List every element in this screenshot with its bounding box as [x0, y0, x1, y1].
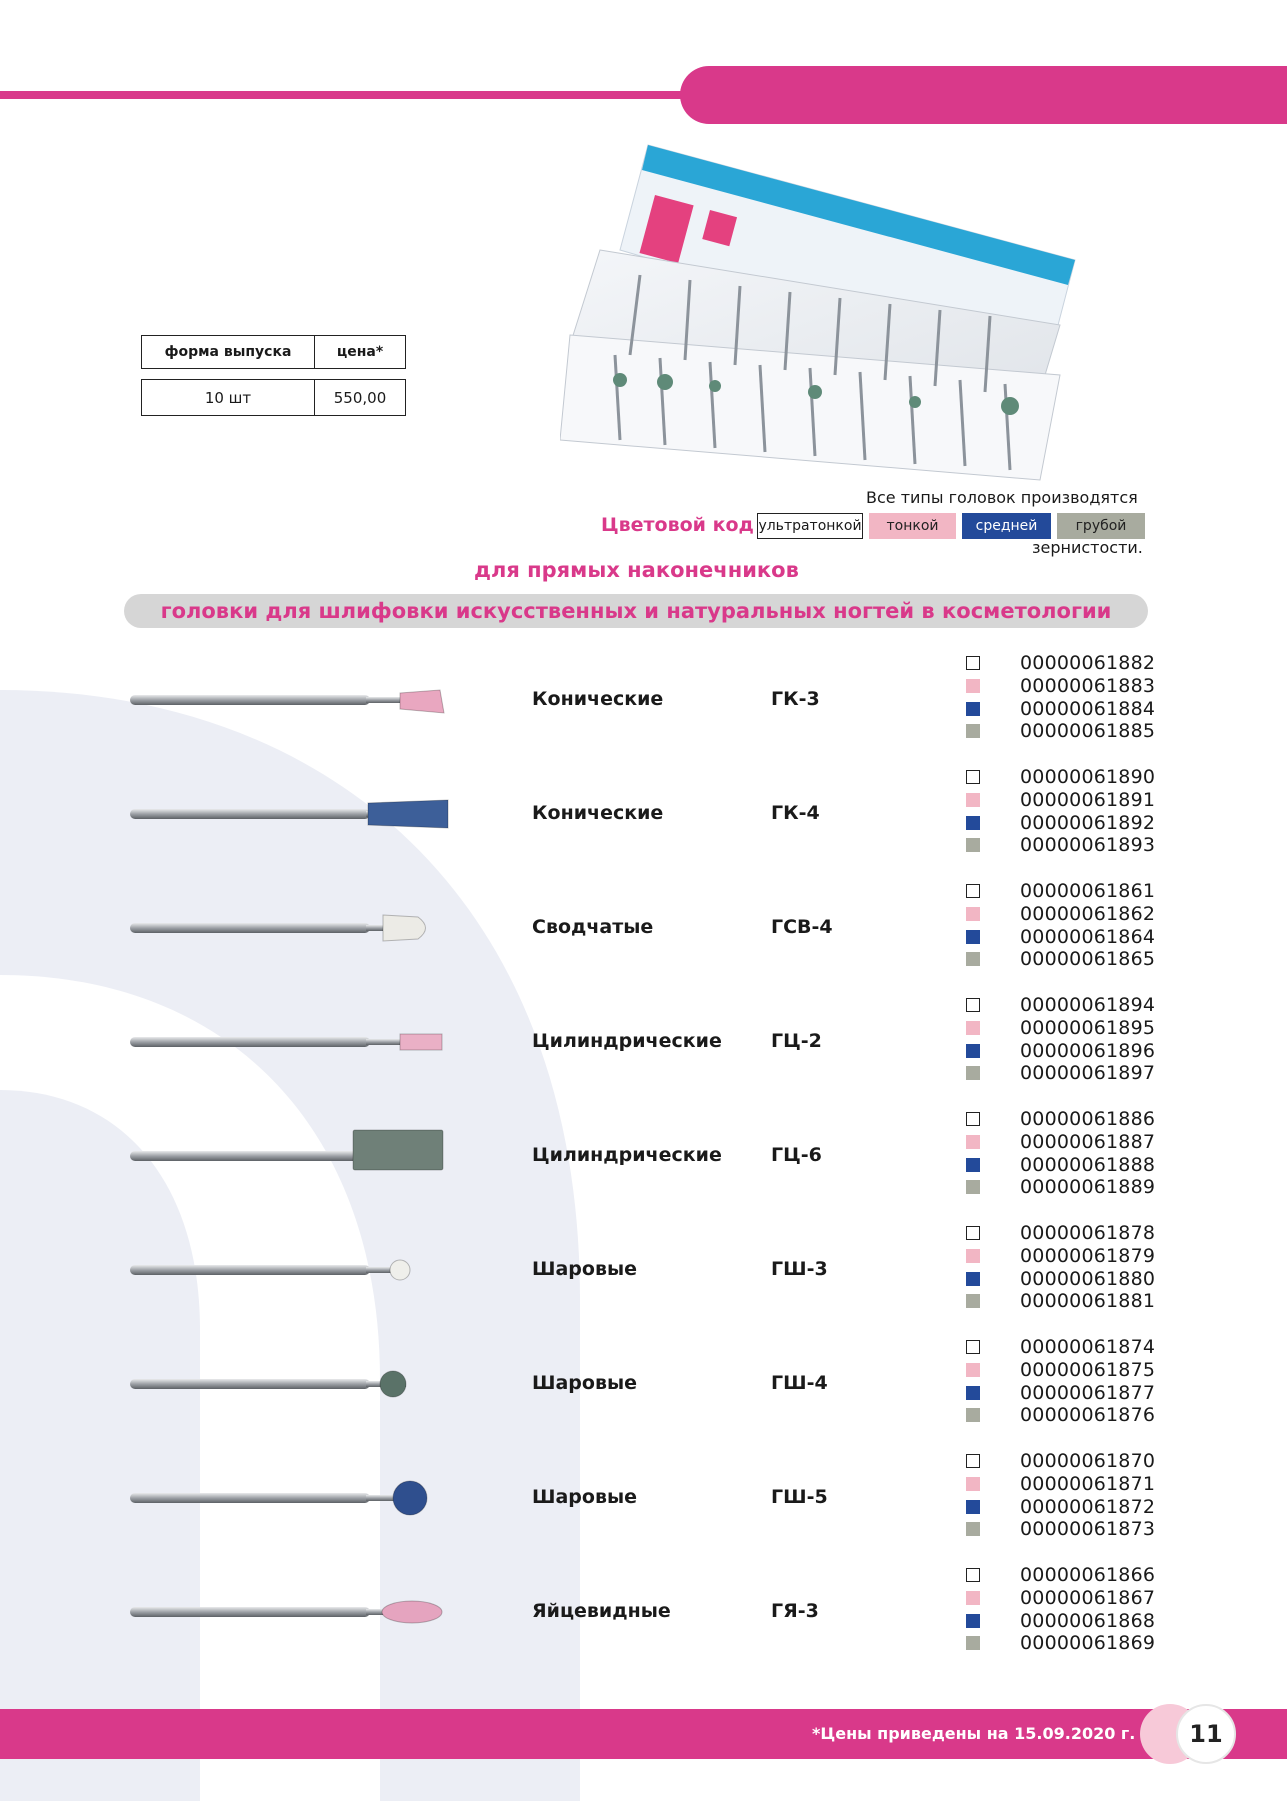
article-row [966, 720, 1155, 743]
package-photo [560, 140, 1080, 485]
article-number: 00000061879 [1020, 1245, 1156, 1268]
article-list [966, 766, 1155, 857]
article-number: 00000061873 [1020, 1518, 1156, 1541]
grain-swatch-fine [966, 679, 980, 693]
section-subtitle: для прямых наконечников [474, 558, 799, 582]
article-row [966, 1108, 1155, 1131]
product-row [0, 1108, 1287, 1222]
article-row [966, 1473, 1155, 1496]
grain-swatch-fine [966, 1021, 980, 1035]
article-number: 00000061878 [1020, 1222, 1156, 1245]
grain-swatch-ultra [966, 770, 980, 784]
article-number: 00000061889 [1020, 1176, 1156, 1199]
legend-boxes [757, 513, 1145, 539]
grain-swatch-ultra [966, 998, 980, 1012]
article-row [966, 1290, 1155, 1313]
grain-swatch-fine [966, 1477, 980, 1491]
article-row [966, 994, 1155, 1017]
product-code: ГШ-3 [771, 1258, 828, 1280]
grain-swatch-ultra [966, 1340, 980, 1354]
bur-illustration [128, 784, 458, 846]
section-title: головки для шлифовки искусственных и натуральных ногтей в косметологии [160, 599, 1112, 623]
product-code: ГСВ-4 [771, 916, 833, 938]
grain-swatch-medium [966, 1386, 980, 1400]
article-list [966, 1222, 1155, 1313]
product-row [0, 1564, 1287, 1678]
article-row [966, 1245, 1155, 1268]
article-row [966, 925, 1155, 948]
product-code: ГШ-4 [771, 1372, 828, 1394]
article-row [966, 1404, 1155, 1427]
product-row [0, 994, 1287, 1108]
grain-swatch-coarse [966, 1066, 980, 1080]
article-list [966, 994, 1155, 1085]
article-number: 00000061865 [1020, 948, 1156, 971]
article-number: 00000061892 [1020, 811, 1156, 834]
article-row [966, 652, 1155, 675]
article-number: 00000061893 [1020, 834, 1156, 857]
product-name: Шаровые [532, 1372, 638, 1394]
article-list [966, 880, 1155, 971]
article-number: 00000061880 [1020, 1267, 1156, 1290]
grain-swatch-ultra [966, 1454, 980, 1468]
product-row [0, 766, 1287, 880]
article-number: 00000061874 [1020, 1336, 1156, 1359]
article-row [966, 903, 1155, 926]
product-row [0, 1450, 1287, 1564]
article-number: 00000061877 [1020, 1381, 1156, 1404]
article-number: 00000061864 [1020, 925, 1156, 948]
product-name: Яйцевидные [532, 1600, 671, 1622]
product-name: Конические [532, 688, 664, 710]
product-code: ГЦ-6 [771, 1144, 822, 1166]
product-name: Шаровые [532, 1258, 638, 1280]
grain-swatch-fine [966, 793, 980, 807]
footer-note: *Цены приведены на 15.09.2020 г. [812, 1724, 1136, 1743]
article-number: 00000061891 [1020, 789, 1156, 812]
grain-swatch-coarse [966, 724, 980, 738]
product-row [0, 1336, 1287, 1450]
grain-swatch-ultra [966, 884, 980, 898]
article-row [966, 1359, 1155, 1382]
article-number: 00000061895 [1020, 1017, 1156, 1040]
article-row [966, 789, 1155, 812]
grain-swatch-medium [966, 816, 980, 830]
bur-illustration [128, 1012, 458, 1074]
article-number: 00000061867 [1020, 1587, 1156, 1610]
grain-swatch-medium [966, 1272, 980, 1286]
article-row [966, 948, 1155, 971]
bur-illustration [128, 1240, 458, 1302]
article-number: 00000061876 [1020, 1404, 1156, 1427]
header-form: форма выпуска [142, 336, 315, 368]
grain-swatch-medium [966, 1158, 980, 1172]
grain-swatch-medium [966, 1044, 980, 1058]
grain-swatch-fine [966, 1363, 980, 1377]
grain-swatch-coarse [966, 1408, 980, 1422]
grain-swatch-fine [966, 1591, 980, 1605]
product-name: Цилиндрические [532, 1030, 722, 1052]
article-row [966, 1632, 1155, 1655]
article-row [966, 1450, 1155, 1473]
page-number: 11 [1189, 1720, 1223, 1748]
article-number: 00000061887 [1020, 1131, 1156, 1154]
product-code: ГЯ-3 [771, 1600, 819, 1622]
product-code: ГК-4 [771, 802, 820, 824]
article-number: 00000061861 [1020, 880, 1156, 903]
grain-swatch-coarse [966, 1180, 980, 1194]
product-name: Шаровые [532, 1486, 638, 1508]
product-row [0, 1222, 1287, 1336]
article-row [966, 1062, 1155, 1085]
article-number: 00000061862 [1020, 903, 1156, 926]
article-row [966, 1176, 1155, 1199]
product-name: Цилиндрические [532, 1144, 722, 1166]
grain-swatch-coarse [966, 952, 980, 966]
article-list [966, 652, 1155, 743]
legend-medium: средней [962, 513, 1051, 539]
grain-swatch-fine [966, 1135, 980, 1149]
legend-title: Цветовой код [601, 514, 754, 536]
bur-illustration [128, 1354, 458, 1416]
bur-illustration [128, 1468, 458, 1530]
grain-swatch-coarse [966, 1522, 980, 1536]
article-number: 00000061881 [1020, 1290, 1156, 1313]
grain-swatch-medium [966, 930, 980, 944]
legend-coarse: грубой [1057, 513, 1145, 539]
article-number: 00000061870 [1020, 1450, 1156, 1473]
grain-swatch-ultra [966, 1226, 980, 1240]
header-pill [680, 66, 1287, 124]
article-row [966, 1587, 1155, 1610]
cell-form: 10 шт [142, 380, 315, 415]
article-number: 00000061875 [1020, 1359, 1156, 1382]
article-number: 00000061869 [1020, 1632, 1156, 1655]
article-number: 00000061888 [1020, 1153, 1156, 1176]
article-row [966, 1609, 1155, 1632]
bur-illustration [128, 1582, 458, 1644]
bur-illustration [128, 670, 458, 732]
article-row [966, 1564, 1155, 1587]
article-row [966, 811, 1155, 834]
article-row [966, 1039, 1155, 1062]
article-number: 00000061871 [1020, 1473, 1156, 1496]
article-row [966, 1381, 1155, 1404]
article-number: 00000061897 [1020, 1062, 1156, 1085]
article-list [966, 1564, 1155, 1655]
article-list [966, 1108, 1155, 1199]
product-name: Сводчатые [532, 916, 654, 938]
article-number: 00000061872 [1020, 1495, 1156, 1518]
article-row [966, 1131, 1155, 1154]
article-row [966, 1153, 1155, 1176]
price-table-row [141, 379, 406, 416]
grain-swatch-fine [966, 907, 980, 921]
header-line [0, 91, 700, 99]
article-row [966, 766, 1155, 789]
article-row [966, 1518, 1155, 1541]
article-number: 00000061884 [1020, 697, 1156, 720]
article-number: 00000061868 [1020, 1609, 1156, 1632]
grain-swatch-ultra [966, 656, 980, 670]
bur-illustration [128, 1126, 458, 1188]
legend-fine: тонкой [869, 513, 956, 539]
section-title-band [124, 594, 1148, 628]
product-code: ГШ-5 [771, 1486, 828, 1508]
legend-note-top: Все типы головок производятся [866, 488, 1138, 507]
grain-swatch-coarse [966, 1636, 980, 1650]
legend-note-bottom: зернистости. [1032, 538, 1143, 557]
product-row [0, 880, 1287, 994]
legend-ultra: ультратонкой [757, 513, 863, 539]
article-list [966, 1450, 1155, 1541]
cell-price: 550,00 [333, 388, 387, 407]
grain-swatch-medium [966, 1614, 980, 1628]
article-number: 00000061866 [1020, 1564, 1156, 1587]
article-row [966, 1495, 1155, 1518]
grain-swatch-fine [966, 1249, 980, 1263]
article-row [966, 880, 1155, 903]
article-number: 00000061883 [1020, 675, 1156, 698]
article-row [966, 1336, 1155, 1359]
product-name: Конические [532, 802, 664, 824]
article-row [966, 697, 1155, 720]
header-price: цена* [336, 344, 384, 360]
grain-swatch-medium [966, 1500, 980, 1514]
article-row [966, 1267, 1155, 1290]
article-number: 00000061894 [1020, 994, 1156, 1017]
price-table-header [141, 335, 406, 369]
article-list [966, 1336, 1155, 1427]
grain-swatch-ultra [966, 1568, 980, 1582]
article-row [966, 834, 1155, 857]
article-row [966, 1017, 1155, 1040]
article-number: 00000061882 [1020, 652, 1156, 675]
article-number: 00000061885 [1020, 720, 1156, 743]
article-number: 00000061890 [1020, 766, 1156, 789]
product-row [0, 652, 1287, 766]
article-row [966, 675, 1155, 698]
price-table [141, 335, 406, 416]
product-code: ГК-3 [771, 688, 820, 710]
grain-swatch-coarse [966, 1294, 980, 1308]
article-row [966, 1222, 1155, 1245]
article-number: 00000061886 [1020, 1108, 1156, 1131]
product-code: ГЦ-2 [771, 1030, 822, 1052]
page-number-badge [1176, 1704, 1236, 1764]
grain-swatch-coarse [966, 838, 980, 852]
article-number: 00000061896 [1020, 1039, 1156, 1062]
grain-swatch-medium [966, 702, 980, 716]
grain-swatch-ultra [966, 1112, 980, 1126]
bur-illustration [128, 898, 458, 960]
